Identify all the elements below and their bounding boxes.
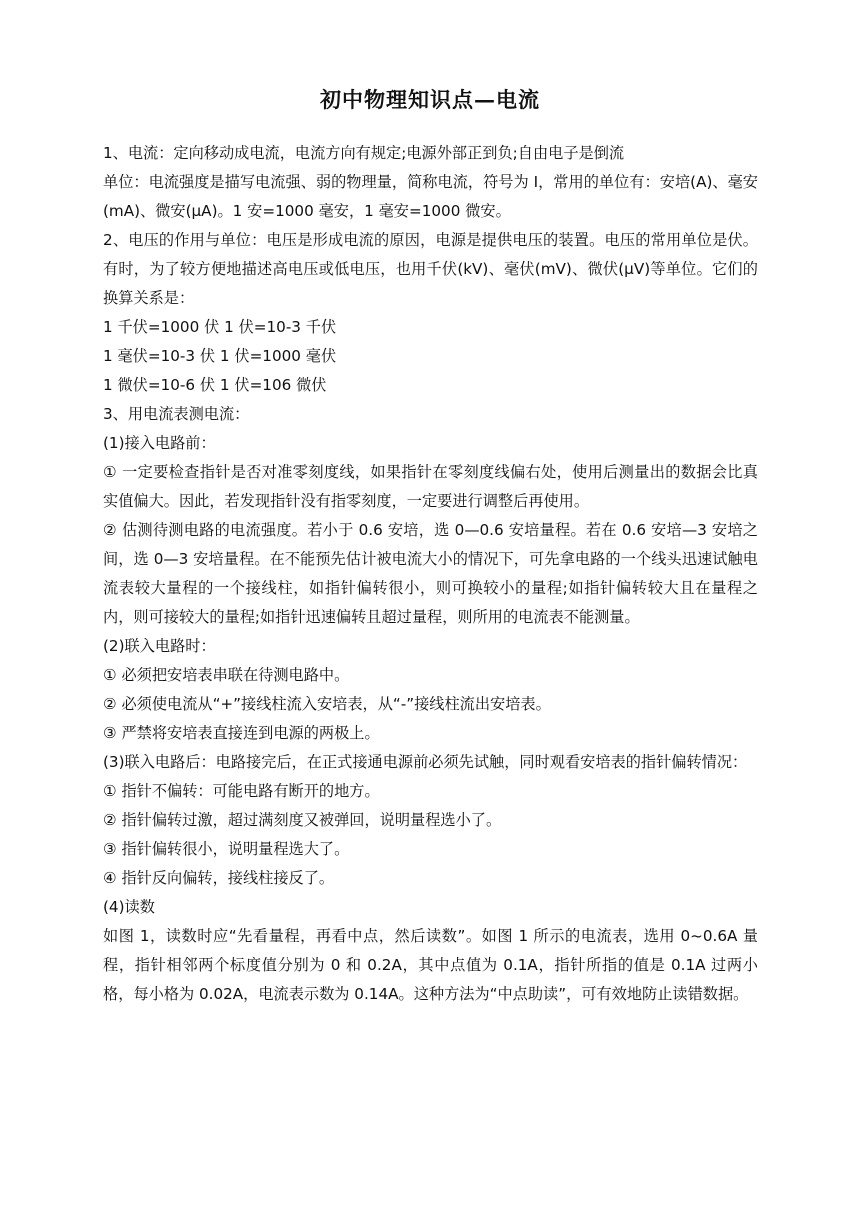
list-item: ② 必须使电流从“+”接线柱流入安培表，从“-”接线柱流出安培表。: [103, 695, 551, 713]
list-item: ② 估测待测电路的电流强度。若小于 0.6 安培，选 0—0.6 安培量程。若在 0.6 安培—3 安培之间，选 0—3 安培量程。在不能预先估计被电流大小的情况下，可先拿电路的一个线头迅速试触电流表较大量程的一个接线柱，如指针偏转很小，则可换较小的量程;如指针偏转较大且在量程之内，则可接较大的量程;如指针迅速偏转且超过量程，则所用的电流表不能测量。: [103, 521, 758, 626]
list-item: ① 指针不偏转：可能电路有断开的地方。: [103, 782, 380, 800]
list-item: ③ 严禁将安培表直接连到电源的两极上。: [103, 724, 380, 742]
document-body: [103, 139, 758, 1009]
paragraph-voltage-unit: 2、电压的作用与单位：电压是形成电流的原因，电源是提供电压的装置。电压的常用单位是伏。有时，为了较方便地描述高电压或低电压，也用千伏(kV)、毫伏(mV)、微伏(μV)等单位。它们的换算关系是：: [103, 231, 758, 307]
list-item: ① 必须把安培表串联在待测电路中。: [103, 666, 350, 684]
paragraph-kilovolt-conversion: 1 千伏=1000 伏 1 伏=10-3 千伏: [103, 318, 337, 336]
list-item: ② 指针偏转过激，超过满刻度又被弹回，说明量程选小了。: [103, 811, 502, 829]
paragraph-reading-method: 如图 1，读数时应“先看量程，再看中点，然后读数”。如图 1 所示的电流表，选用 0~0.6A 量程，指针相邻两个标度值分别为 0 和 0.2A，其中点值为 0.1A，指针所指的值是 0.1A 过两小格，每小格为 0.02A，电流表示数为 0.14A。这种方法为“中点助读”，可有效地防止读错数据。: [103, 927, 758, 1003]
document-title: 初中物理知识点—电流: [320, 87, 540, 112]
list-item: ① 一定要检查指针是否对准零刻度线，如果指针在零刻度线偏右处，使用后测量出的数据会比真实值偏大。因此，若发现指针没有指零刻度，一定要进行调整后再使用。: [103, 463, 758, 510]
paragraph-current-definition: 1、电流：定向移动成电流，电流方向有规定;电源外部正到负;自由电子是倒流: [103, 144, 625, 162]
subheading-reading: (4)读数: [103, 898, 155, 916]
section-heading-ammeter: 3、用电流表测电流：: [103, 405, 250, 423]
paragraph-current-unit: 单位：电流强度是描写电流强、弱的物理量，简称电流，符号为 I，常用的单位有：安培(A)、毫安(mA)、微安(μA)。1 安=1000 毫安，1 毫安=1000 微安。: [103, 173, 758, 220]
subheading-after-connect: (3)联入电路后：电路接完后，在正式接通电源前必须先试触，同时观看安培表的指针偏转情况：: [103, 753, 748, 771]
list-item: ③ 指针偏转很小，说明量程选大了。: [103, 840, 350, 858]
paragraph-millivolt-conversion: 1 毫伏=10-3 伏 1 伏=1000 毫伏: [103, 347, 337, 365]
subheading-while-connect: (2)联入电路时：: [103, 637, 216, 655]
list-item: ④ 指针反向偏转，接线柱接反了。: [103, 869, 335, 887]
paragraph-microvolt-conversion: 1 微伏=10-6 伏 1 伏=106 微伏: [103, 376, 327, 394]
subheading-before-connect: (1)接入电路前：: [103, 434, 216, 452]
